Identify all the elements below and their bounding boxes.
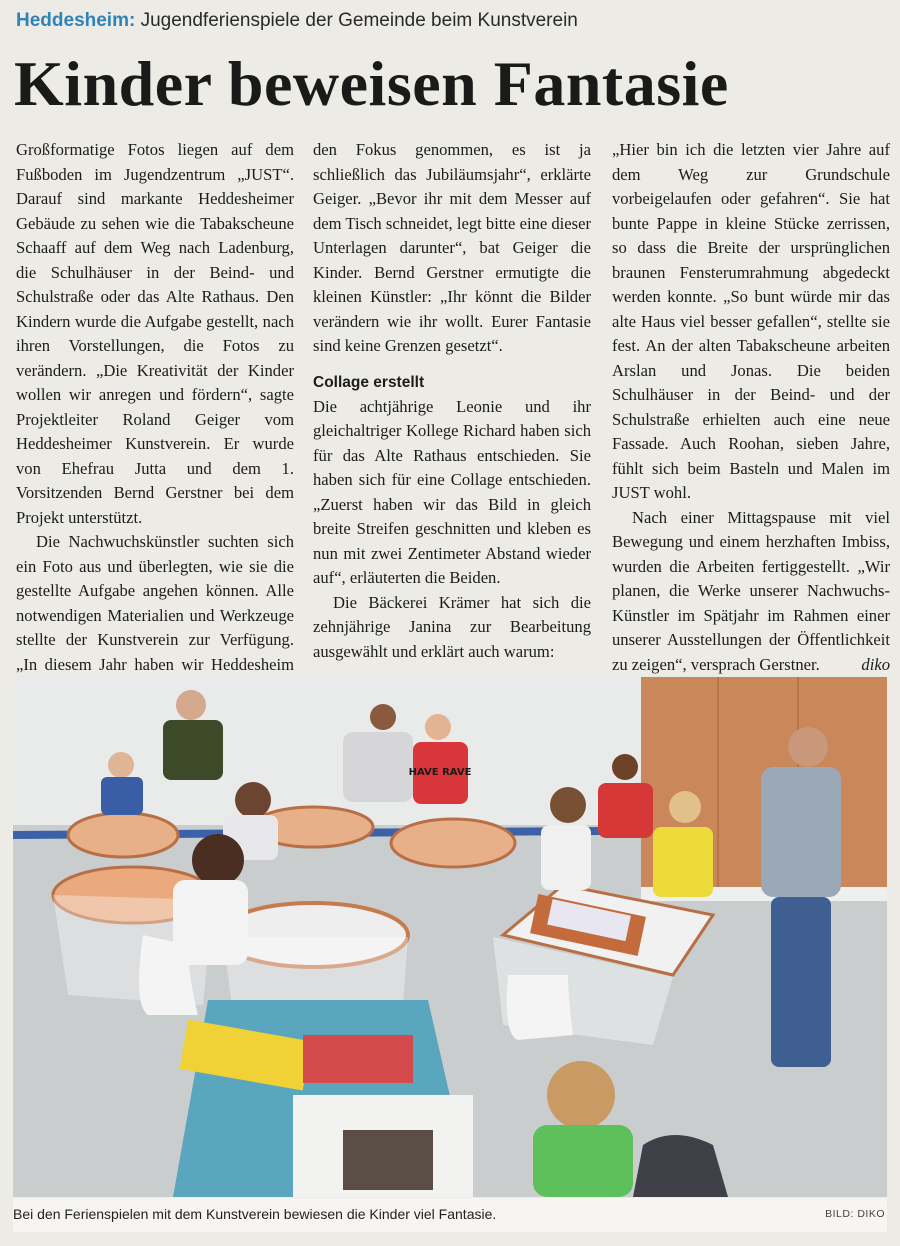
article-photo [13, 675, 887, 1197]
article-body [16, 138, 890, 674]
subheading: Collage erstellt [313, 373, 425, 391]
paragraph: Großformatige Fotos liegen auf dem Fußboden im Jugendzentrum „JUST“. Darauf sind markante Heddesheimer Gebäude zu sehen wie die Tabakscheune Schaaff auf dem Weg nach Ladenburg, die Schulhäuser in der Beind- und Schulstraße oder das Alte Rathaus. Den Kindern wurde die Aufgabe gestellt, nach ihren Vorstellungen, die Fotos zu verändern. „Die Kreativität der Kinder wollen wir anregen und fördern“, sagte Projektleiter Roland Geiger vom Heddesheimer Kunstverein. Er wurde von Ehefrau Jutta und dem 1. Vorsitzenden Bernd Gerstner bei dem Projekt unterstützt. [16, 140, 294, 527]
paragraph: Die Nachwuchskünstler suchten sich ein Foto aus und überlegten, wie sie die gestellte Aufgabe angehen können. Alle notwendigen Materialien und Werkzeuge stellte der Kunstverein zur Verfügung. „In diesem Jahr haben wir Heddesheim [16, 532, 294, 674]
shirt-text: HAVE RAVE [408, 767, 472, 778]
kicker-topline: Jugendferienspiele der Gemeinde beim Kunstverein [140, 10, 578, 31]
article-column-3 [612, 138, 890, 677]
article-kicker [16, 8, 884, 34]
photo-illustration [13, 675, 887, 1197]
paragraph-text: Nach einer Mittagspause mit viel Bewegung und einem herzhaften Imbiss, wurden die Arbeiten fertiggestellt. „Wir planen, die Werke unserer Nachwuchs-Künstler im Spätjahr im Rahmen einer unserer Ausstellungen der Öffentlichkeit zu zeigen“, versprach Gerstner. [612, 507, 890, 674]
article-column-1 [16, 138, 294, 702]
paragraph [612, 506, 890, 678]
photo-credit: BILD: DIKO [825, 1208, 885, 1220]
paragraph: Die Bäckerei Krämer hat sich die zehnjährige Janina zur Bearbeitung ausgewählt und erklärt auch warum: [313, 592, 591, 661]
paragraph: den Fokus genommen, es ist ja schließlich das Jubiläumsjahr“, erklärte Geiger. „Bevor ihr mit dem Messer auf dem Tisch schneidet, legt bitte eine dieser Unterlagen darunter“, bat Geiger die Kinder. Bernd Gerstner ermutigte die kleinen Künstler: „Ihr könnt die Bilder verändern wie ihr wollt. Eurer Fantasie sind keine Grenzen gesetzt“. [313, 140, 591, 355]
article-column-2 [313, 138, 591, 664]
paragraph: „Hier bin ich die letzten vier Jahre auf dem Weg zur Grundschule vorbeigelaufen oder gefahren“. Sie hat bunte Pappe in kleine Stücke zerrissen, so dass die Breite der ursprünglichen braunen Fensterumrahmung abgedeckt werden konnte. „So bunt würde mir das alte Haus viel besser gefallen“, stellte sie fest. An der alten Tabakscheune arbeiten Arslan und Jonas. Die beiden Schulhäuser in der Beind- und der Schulstraße erhielten auch eine neue Fassade. Auch Roohan, sieben Jahre, fühlt sich beim Basteln und Malen im JUST wohl. [612, 140, 890, 502]
author-signature: diko [861, 654, 890, 674]
photo-caption [13, 1198, 887, 1232]
kicker-place: Heddesheim: [16, 10, 136, 31]
paragraph: Die achtjährige Leonie und ihr gleichaltriger Kollege Richard haben sich für das Alte Rathaus entschieden. Sie haben sich für eine Collage entschieden. „Zuerst haben wir das Bild in gleich breite Streifen geschnitten und kleben es nun mit zwei Zentimeter Abstand wieder auf“, erläuterten die Beiden. [313, 396, 591, 587]
headline: Kinder beweisen Fantasie [14, 48, 729, 119]
caption-text: Bei den Ferienspielen mit dem Kunstverein bewiesen die Kinder viel Fantasie. [13, 1206, 497, 1222]
